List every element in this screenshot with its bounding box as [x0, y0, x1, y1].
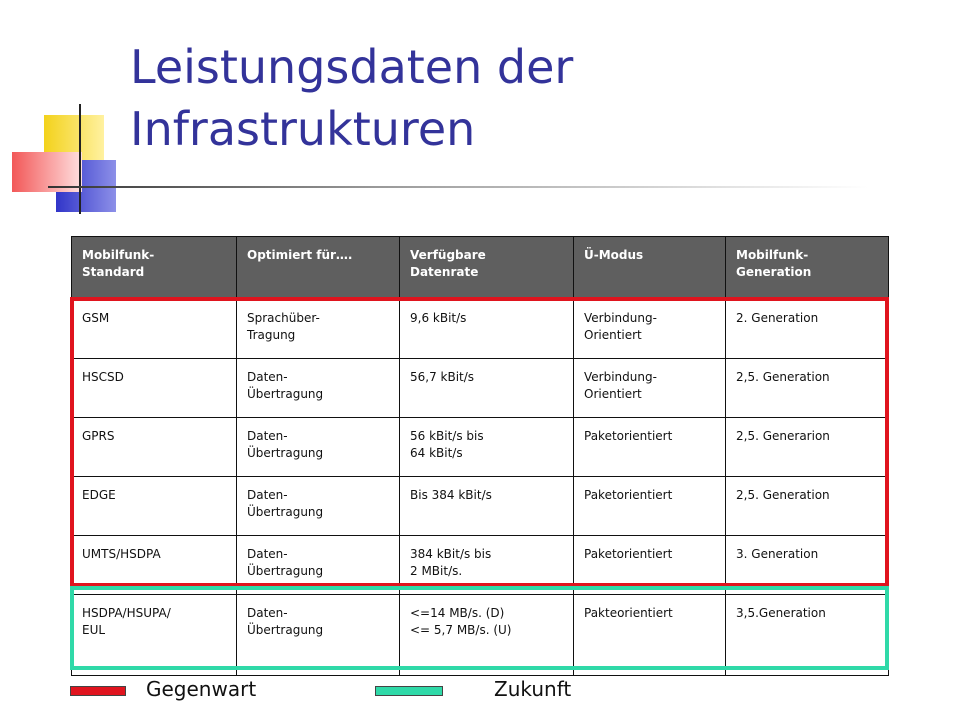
header-optimized-for: Optimiert für…. [237, 237, 400, 300]
cell-transfer-mode: Pakteorientiert [574, 595, 726, 676]
cell-data-rate: <=14 MB/s. (D) <= 5,7 MB/s. (U) [400, 595, 574, 676]
cell-standard: GPRS [72, 418, 237, 477]
cell-optimized-for: Daten- Übertragung [237, 418, 400, 477]
cell-optimized-for: Daten- Übertragung [237, 359, 400, 418]
header-generation: Mobilfunk- Generation [726, 237, 889, 300]
cell-transfer-mode: Paketorientiert [574, 536, 726, 595]
cell-generation: 2,5. Generation [726, 477, 889, 536]
header-transfer-mode: Ü-Modus [574, 237, 726, 300]
cell-data-rate: Bis 384 kBit/s [400, 477, 574, 536]
future-highlight-frame [70, 586, 889, 670]
cell-generation: 3,5.Generation [726, 595, 889, 676]
legend-future-swatch [375, 686, 443, 696]
slide-title: Leistungsdaten der Infrastrukturen [130, 40, 574, 156]
cell-transfer-mode: Verbindung- Orientiert [574, 300, 726, 359]
cell-optimized-for: Sprachüber- Tragung [237, 300, 400, 359]
cell-data-rate: 56 kBit/s bis 64 kBit/s [400, 418, 574, 477]
cell-standard: EDGE [72, 477, 237, 536]
cell-optimized-for: Daten- Übertragung [237, 536, 400, 595]
legend-present-label: Gegenwart [146, 677, 257, 701]
legend-future-label: Zukunft [494, 677, 572, 701]
cell-standard: GSM [72, 300, 237, 359]
cell-generation: 2. Generation [726, 300, 889, 359]
cell-data-rate: 9,6 kBit/s [400, 300, 574, 359]
cell-data-rate: 56,7 kBit/s [400, 359, 574, 418]
cell-standard: HSCSD [72, 359, 237, 418]
cell-transfer-mode: Verbindung- Orientiert [574, 359, 726, 418]
cell-generation: 2,5. Generation [726, 359, 889, 418]
cell-transfer-mode: Paketorientiert [574, 477, 726, 536]
cell-generation: 2,5. Generarion [726, 418, 889, 477]
cell-standard: HSDPA/HSUPA/ EUL [72, 595, 237, 676]
cell-transfer-mode: Paketorientiert [574, 418, 726, 477]
cell-optimized-for: Daten- Übertragung [237, 477, 400, 536]
header-data-rate: Verfügbare Datenrate [400, 237, 574, 300]
cell-generation: 3. Generation [726, 536, 889, 595]
table-header-row [72, 237, 889, 300]
cell-data-rate: 384 kBit/s bis 2 MBit/s. [400, 536, 574, 595]
cell-optimized-for: Daten- Übertragung [237, 595, 400, 676]
present-highlight-frame [70, 297, 889, 587]
cell-standard: UMTS/HSDPA [72, 536, 237, 595]
title-underline [48, 186, 868, 188]
header-standard: Mobilfunk- Standard [72, 237, 237, 300]
legend-present-swatch [70, 686, 126, 696]
decorative-vertical-line [79, 104, 81, 214]
